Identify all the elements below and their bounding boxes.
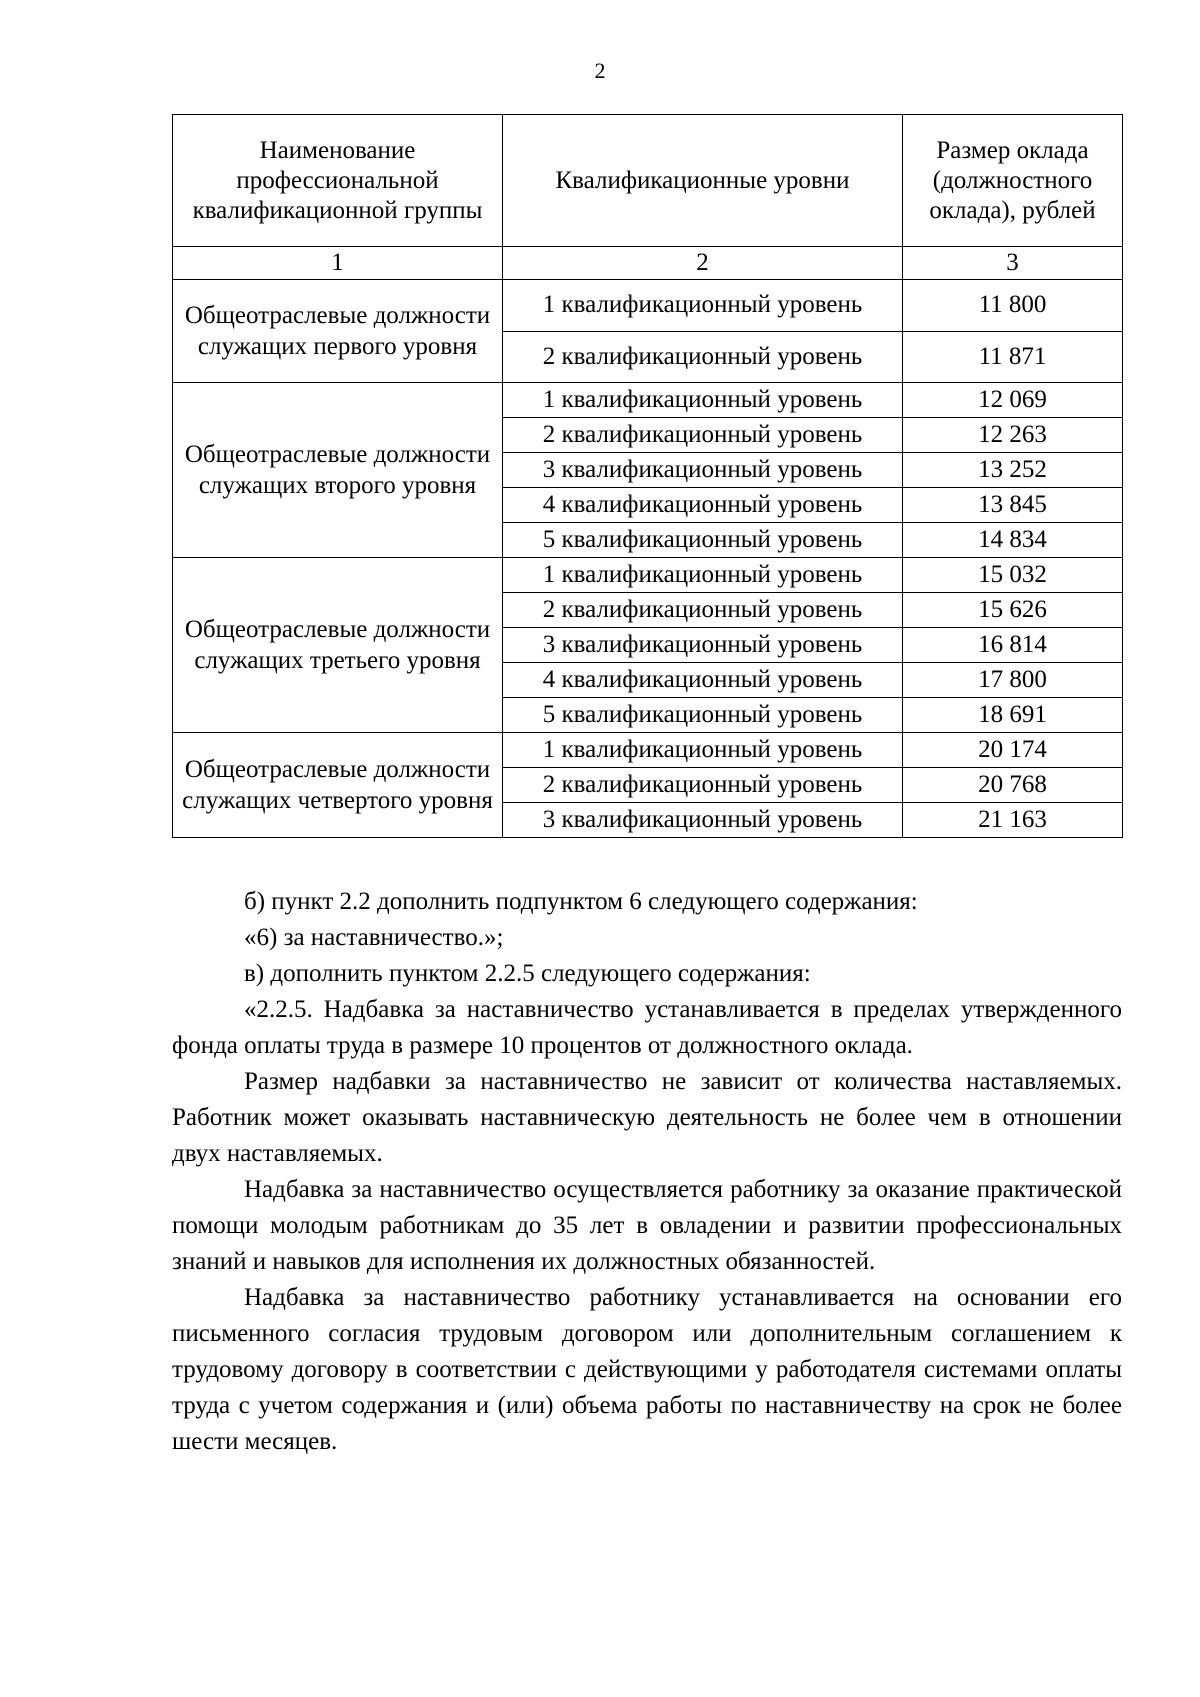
salary-cell: 14 834 xyxy=(903,523,1123,558)
level-cell: 2 квалификационный уровень xyxy=(503,332,903,383)
level-cell: 3 квалификационный уровень xyxy=(503,803,903,838)
column-number: 1 xyxy=(173,247,503,280)
level-cell: 5 квалификационный уровень xyxy=(503,523,903,558)
level-cell: 4 квалификационный уровень xyxy=(503,663,903,698)
salary-cell: 13 845 xyxy=(903,488,1123,523)
level-cell: 2 квалификационный уровень xyxy=(503,418,903,453)
table-row xyxy=(173,280,1123,332)
column-number: 3 xyxy=(903,247,1123,280)
group-name-cell: Общеотраслевые должности служащих второго уровня xyxy=(173,383,503,558)
level-cell: 3 квалификационный уровень xyxy=(503,628,903,663)
table-row xyxy=(173,558,1123,593)
salary-cell: 20 768 xyxy=(903,768,1123,803)
level-cell: 1 квалификационный уровень xyxy=(503,383,903,418)
paragraph: «6) за наставничество.»; xyxy=(244,924,504,951)
level-cell: 1 квалификационный уровень xyxy=(503,733,903,768)
level-cell: 1 квалификационный уровень xyxy=(503,280,903,332)
paragraph: Надбавка за наставничество осуществляется работнику за оказание практической помощи молодым работникам до 35 лет в овладении и развитии профессиональных знаний и навыков для исполнения их должностных обязанностей. xyxy=(172,1176,1122,1275)
level-cell: 1 квалификационный уровень xyxy=(503,558,903,593)
salary-cell: 11 800 xyxy=(903,280,1123,332)
salary-cell: 13 252 xyxy=(903,453,1123,488)
header-group-name: Наименование профессиональной квалификационной группы xyxy=(173,115,503,247)
header-qualification-level: Квалификационные уровни xyxy=(503,115,903,247)
table-row xyxy=(173,733,1123,768)
group-name-cell: Общеотраслевые должности служащих первого уровня xyxy=(173,280,503,383)
paragraph: в) дополнить пунктом 2.2.5 следующего содержания: xyxy=(244,960,811,987)
table-header-row xyxy=(173,115,1123,247)
salary-cell: 12 069 xyxy=(903,383,1123,418)
salary-table xyxy=(172,114,1123,838)
level-cell: 5 квалификационный уровень xyxy=(503,698,903,733)
paragraph: Размер надбавки за наставничество не зависит от количества наставляемых. Работник может оказывать наставническую деятельность не более чем в отношении двух наставляемых. xyxy=(172,1068,1122,1167)
paragraph: Надбавка за наставничество работнику устанавливается на основании его письменного согласия трудовым договором или дополнительным соглашением к трудовому договору в соответствии с действующими у работодателя системами оплаты труда с учетом содержания и (или) объема работы по наставничеству на срок не более шести месяцев. xyxy=(172,1284,1122,1455)
level-cell: 2 квалификационный уровень xyxy=(503,593,903,628)
page-number: 2 xyxy=(594,58,606,83)
salary-cell: 15 032 xyxy=(903,558,1123,593)
salary-cell: 21 163 xyxy=(903,803,1123,838)
header-salary: Размер оклада (должностного оклада), рублей xyxy=(903,115,1123,247)
group-name-cell: Общеотраслевые должности служащих третьего уровня xyxy=(173,558,503,733)
level-cell: 4 квалификационный уровень xyxy=(503,488,903,523)
body-text xyxy=(172,884,1122,1460)
paragraph: «2.2.5. Надбавка за наставничество устанавливается в пределах утвержденного фонда оплаты труда в размере 10 процентов от должностного оклада. xyxy=(172,996,1122,1059)
salary-cell: 20 174 xyxy=(903,733,1123,768)
salary-cell: 17 800 xyxy=(903,663,1123,698)
salary-cell: 16 814 xyxy=(903,628,1123,663)
group-name-cell: Общеотраслевые должности служащих четвертого уровня xyxy=(173,733,503,838)
level-cell: 2 квалификационный уровень xyxy=(503,768,903,803)
column-number: 2 xyxy=(503,247,903,280)
level-cell: 3 квалификационный уровень xyxy=(503,453,903,488)
column-numbers-row xyxy=(173,247,1123,280)
table-row xyxy=(173,383,1123,418)
salary-cell: 12 263 xyxy=(903,418,1123,453)
salary-cell: 18 691 xyxy=(903,698,1123,733)
salary-cell: 15 626 xyxy=(903,593,1123,628)
salary-cell: 11 871 xyxy=(903,332,1123,383)
paragraph: б) пункт 2.2 дополнить подпунктом 6 следующего содержания: xyxy=(244,888,918,915)
